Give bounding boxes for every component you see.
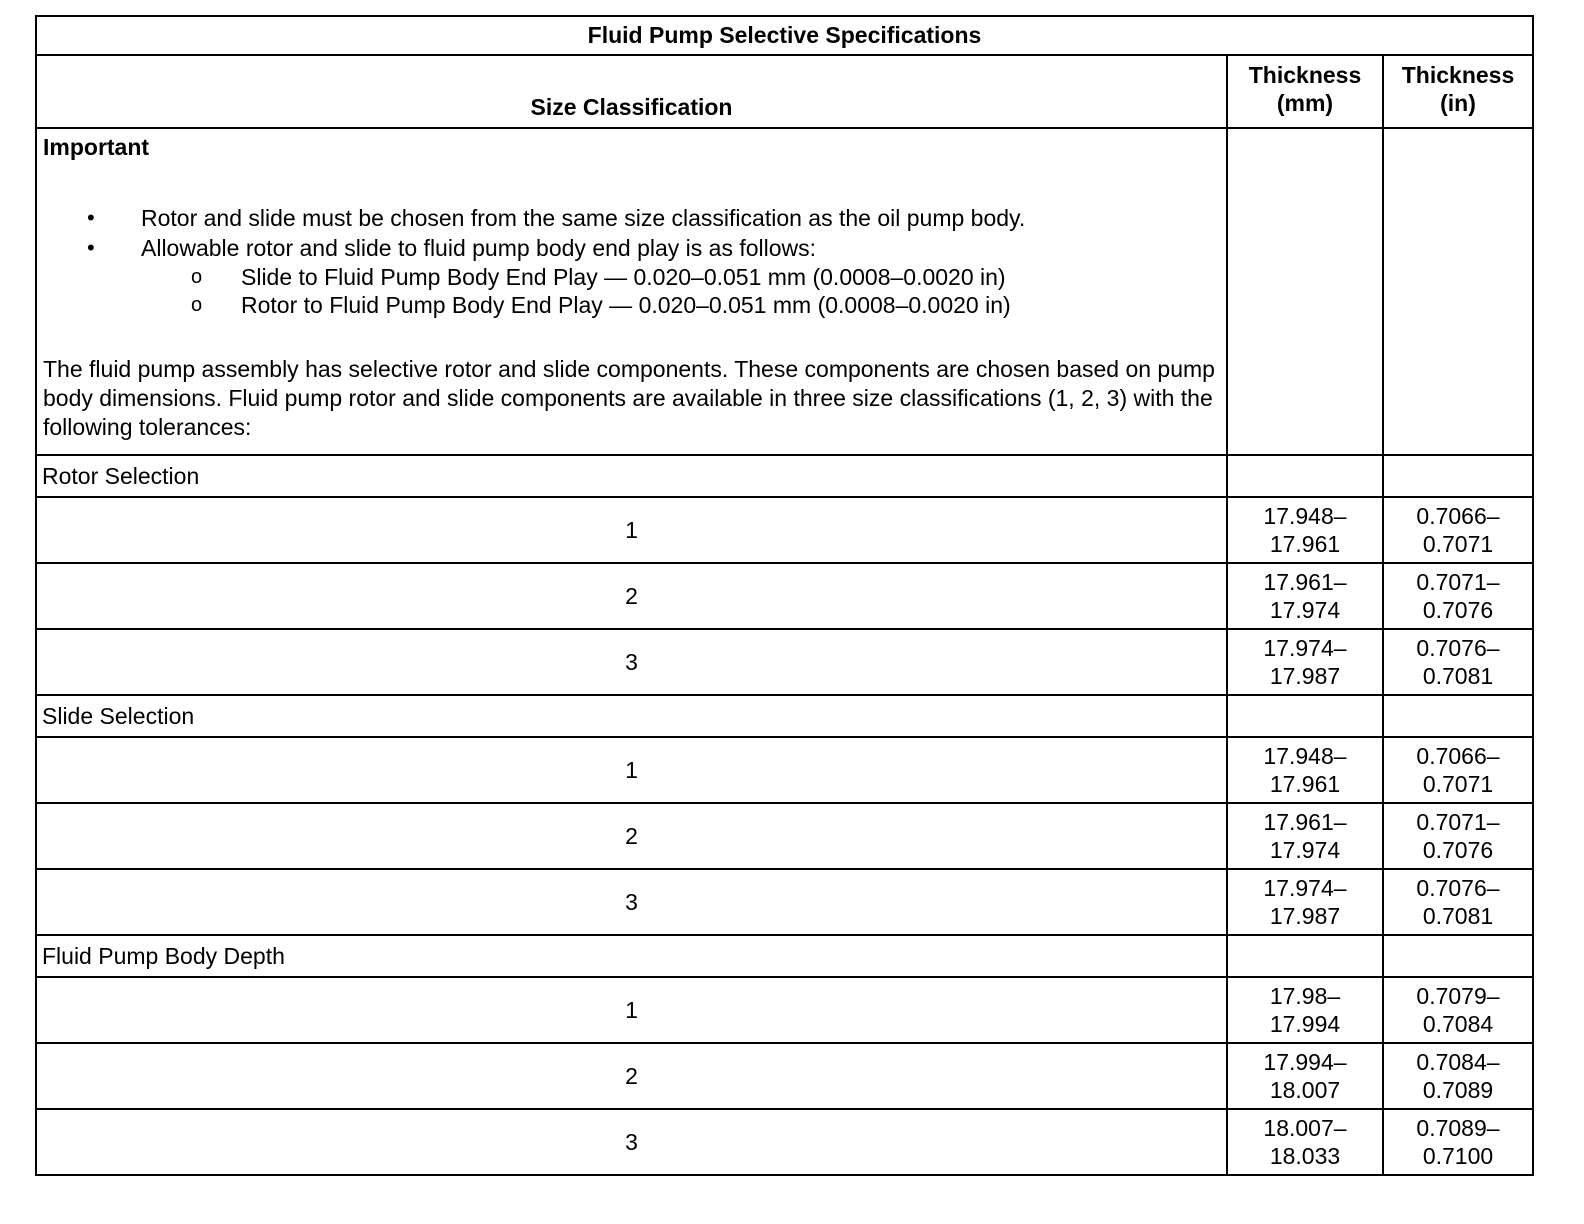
thickness-mm-cell (1227, 869, 1383, 935)
table-row (36, 1109, 1533, 1175)
spec-table (35, 15, 1534, 1176)
empty-cell (1227, 935, 1383, 977)
range-end: 0.7071 (1422, 771, 1494, 797)
range-start: 0.7066– (1416, 503, 1500, 529)
range-start: 17.98– (1269, 983, 1341, 1009)
sub-bullet-icon: o (191, 266, 203, 288)
bullet-icon: • (87, 235, 95, 260)
range-end: 0.7081 (1422, 903, 1494, 929)
range-start: 0.7071– (1416, 569, 1500, 595)
range-end: 17.974 (1269, 837, 1341, 863)
range-start: 17.948– (1263, 503, 1347, 529)
range-start: 17.961– (1263, 809, 1347, 835)
thickness-mm-cell (1227, 563, 1383, 629)
thickness-mm-cell (1227, 737, 1383, 803)
thickness-mm-cell (1227, 1109, 1383, 1175)
thickness-mm-cell (1227, 497, 1383, 563)
thickness-mm-cell (1227, 629, 1383, 695)
table-row (36, 563, 1533, 629)
thickness-in-cell (1383, 1043, 1533, 1109)
range-start: 17.974– (1263, 875, 1347, 901)
range-start: 0.7076– (1416, 875, 1500, 901)
thickness-in-cell (1383, 1109, 1533, 1175)
range-end: 0.7081 (1422, 663, 1494, 689)
important-cell (36, 128, 1227, 455)
table-row (36, 803, 1533, 869)
bullet-text: Allowable rotor and slide to fluid pump body end play is as follows: (141, 235, 817, 261)
size-cell: 1 (36, 737, 1227, 803)
sub-bullet-icon: o (191, 294, 203, 316)
range-end: 0.7076 (1422, 597, 1494, 623)
range-start: 0.7079– (1416, 983, 1500, 1009)
table-row (36, 977, 1533, 1043)
range-end: 17.994 (1269, 1011, 1341, 1037)
range-start: 17.948– (1263, 743, 1347, 769)
thickness-in-cell (1383, 563, 1533, 629)
section-row (36, 455, 1533, 497)
section-label: Rotor Selection (36, 455, 1227, 497)
intro-paragraph: The fluid pump assembly has selective rotor and slide components. These components are chosen based on pump body dimensions. Fluid pump rotor and slide components are available in three size classifications (1, 2, 3) with the following tolerances: (43, 356, 1215, 440)
range-start: 17.961– (1263, 569, 1347, 595)
thickness-mm-cell (1227, 803, 1383, 869)
thickness-mm-cell (1227, 977, 1383, 1043)
range-start: 0.7084– (1416, 1049, 1500, 1075)
thickness-in-cell (1383, 737, 1533, 803)
range-end: 17.961 (1269, 771, 1341, 797)
empty-cell (1383, 455, 1533, 497)
range-end: 17.987 (1269, 903, 1341, 929)
range-start: 17.994– (1263, 1049, 1347, 1075)
header-row (36, 55, 1533, 128)
header-thickness-mm-line1: Thickness (1248, 62, 1362, 88)
range-end: 17.987 (1269, 663, 1341, 689)
range-end: 0.7071 (1422, 531, 1494, 557)
range-start: 0.7076– (1416, 635, 1500, 661)
important-row (36, 128, 1533, 455)
range-start: 17.974– (1263, 635, 1347, 661)
sub-bullet (141, 263, 1220, 291)
size-cell: 2 (36, 1043, 1227, 1109)
range-start: 0.7066– (1416, 743, 1500, 769)
thickness-in-cell (1383, 629, 1533, 695)
thickness-in-cell (1383, 497, 1533, 563)
header-size-classification: Size Classification (36, 55, 1227, 128)
table-row (36, 869, 1533, 935)
range-end: 17.961 (1269, 531, 1341, 557)
thickness-in-cell (1383, 977, 1533, 1043)
important-bullet (43, 233, 1220, 319)
empty-cell (1227, 128, 1383, 455)
size-cell: 3 (36, 1109, 1227, 1175)
range-start: 0.7089– (1416, 1115, 1500, 1141)
thickness-in-cell (1383, 803, 1533, 869)
header-thickness-in (1383, 55, 1533, 128)
table-row (36, 1043, 1533, 1109)
bullet-text: Rotor and slide must be chosen from the same size classification as the oil pump body. (141, 205, 1026, 231)
important-title: Important (43, 134, 150, 160)
table-title: Fluid Pump Selective Specifications (36, 16, 1533, 55)
header-thickness-in-line2: (in) (1440, 90, 1476, 116)
table-row (36, 497, 1533, 563)
header-thickness-mm (1227, 55, 1383, 128)
thickness-mm-cell (1227, 1043, 1383, 1109)
range-end: 18.033 (1269, 1143, 1341, 1169)
range-start: 18.007– (1263, 1115, 1347, 1141)
empty-cell (1227, 455, 1383, 497)
size-cell: 3 (36, 869, 1227, 935)
section-row (36, 695, 1533, 737)
section-row (36, 935, 1533, 977)
table-row (36, 737, 1533, 803)
thickness-in-cell (1383, 869, 1533, 935)
sub-bullet (141, 291, 1220, 319)
range-end: 17.974 (1269, 597, 1341, 623)
range-end: 0.7084 (1422, 1011, 1494, 1037)
size-cell: 1 (36, 977, 1227, 1043)
title-row (36, 16, 1533, 55)
end-play-sub-list (141, 263, 1220, 319)
empty-cell (1383, 695, 1533, 737)
important-bullet (43, 203, 1220, 233)
empty-cell (1227, 695, 1383, 737)
header-thickness-mm-line2: (mm) (1276, 90, 1334, 116)
section-label: Slide Selection (36, 695, 1227, 737)
range-end: 0.7100 (1422, 1143, 1494, 1169)
table-row (36, 629, 1533, 695)
size-cell: 3 (36, 629, 1227, 695)
range-end: 18.007 (1269, 1077, 1341, 1103)
important-bullet-list (43, 203, 1220, 319)
range-end: 0.7076 (1422, 837, 1494, 863)
header-thickness-in-line1: Thickness (1401, 62, 1515, 88)
empty-cell (1383, 128, 1533, 455)
size-cell: 2 (36, 563, 1227, 629)
size-cell: 2 (36, 803, 1227, 869)
empty-cell (1383, 935, 1533, 977)
section-label: Fluid Pump Body Depth (36, 935, 1227, 977)
range-end: 0.7089 (1422, 1077, 1494, 1103)
bullet-icon: • (87, 205, 95, 230)
sub-bullet-text: Rotor to Fluid Pump Body End Play — 0.020–0.051 mm (0.0008–0.0020 in) (241, 292, 1011, 318)
range-start: 0.7071– (1416, 809, 1500, 835)
size-cell: 1 (36, 497, 1227, 563)
sub-bullet-text: Slide to Fluid Pump Body End Play — 0.020–0.051 mm (0.0008–0.0020 in) (241, 264, 1006, 290)
